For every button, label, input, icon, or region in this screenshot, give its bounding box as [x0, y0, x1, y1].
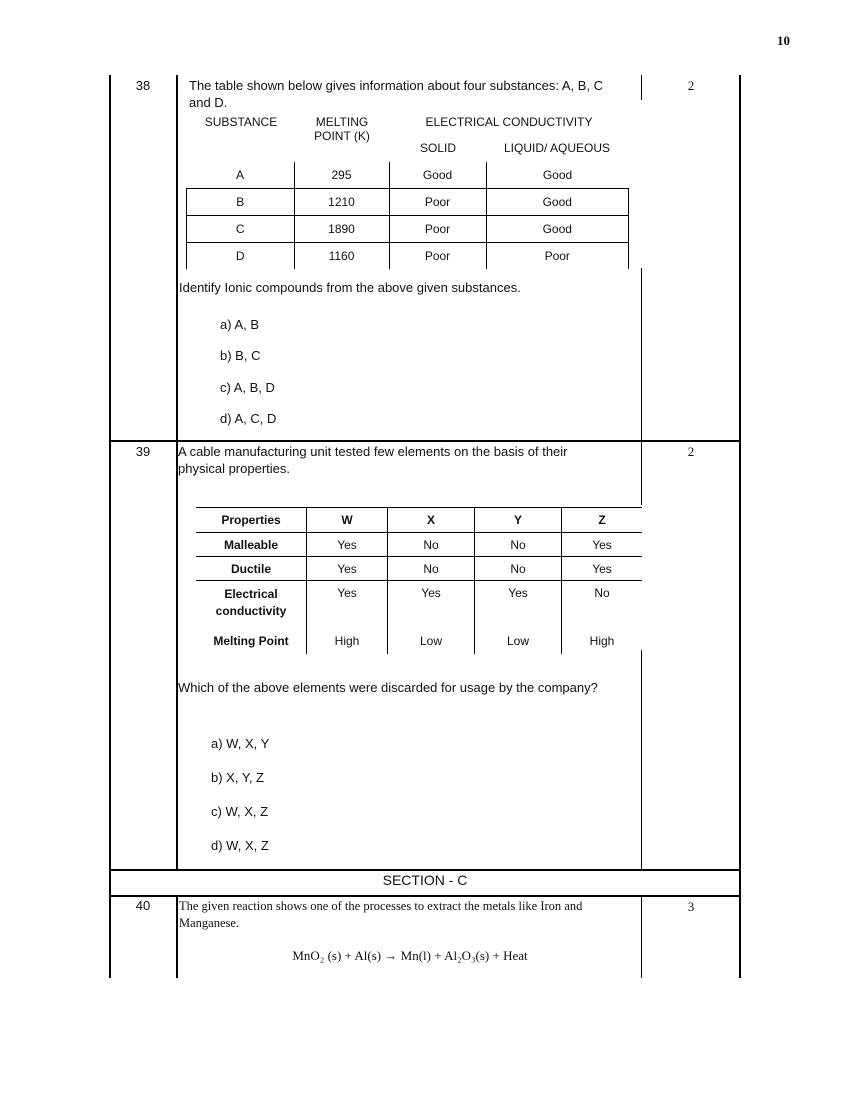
q39-option-a[interactable]: a) W, X, Y [211, 736, 270, 751]
cell-property: Ductile [196, 557, 307, 581]
cell-property: Melting Point [196, 628, 307, 654]
table-row [187, 243, 629, 270]
cell-substance: C [187, 216, 295, 243]
cell-melting: 295 [331, 168, 352, 182]
cell-liquid: Good [486, 189, 629, 216]
q38-option-d[interactable]: d) A, C, D [220, 411, 277, 426]
cell-w: Yes [307, 533, 388, 557]
q39-properties-table [196, 507, 642, 654]
q38-header-liquid: LIQUID/ AQUEOUS [503, 141, 611, 155]
section-title: SECTION - C [382, 872, 468, 888]
cell-solid: Poor [389, 189, 486, 216]
cell-solid: Poor [389, 216, 486, 243]
question-40-intro-line2: Manganese. [179, 916, 240, 930]
q38-option-c[interactable]: c) A, B, D [220, 380, 275, 395]
cell-y: No [475, 533, 562, 557]
question-40-intro-line1: The given reaction shows one of the processes to extract the metals like Iron and [179, 899, 583, 913]
cell-x: Low [388, 628, 475, 654]
header-properties: Properties [196, 508, 307, 533]
table-row [196, 533, 642, 557]
q38-header-conductivity: ELECTRICAL CONDUCTIVITY [425, 115, 593, 129]
cell-liquid: Good [542, 168, 573, 182]
cell-melting: 1890 [294, 216, 389, 243]
cell-substance: B [187, 189, 295, 216]
frame-qnum-divider-bottom [176, 897, 178, 978]
cell-w: Yes [307, 557, 388, 581]
row-divider-38-39 [109, 440, 741, 442]
cell-melting: 1160 [294, 243, 389, 270]
cell-w: Yes [307, 581, 388, 629]
marks-39: 2 [687, 444, 695, 459]
cell-w: High [307, 628, 388, 654]
section-bottom-border [109, 895, 741, 897]
marks-40: 3 [687, 899, 695, 914]
q38-option-a[interactable]: a) A, B [220, 317, 260, 332]
header-z: Z [562, 508, 643, 533]
q38-header-substance: SUBSTANCE [204, 115, 278, 129]
cell-z: No [562, 581, 643, 629]
cell-x: No [388, 557, 475, 581]
cell-liquid: Poor [486, 243, 629, 270]
frame-marks-divider-1 [641, 75, 642, 100]
question-38-prompt: Identify Ionic compounds from the above given substances. [179, 280, 521, 295]
question-39-intro [178, 443, 638, 477]
cell-substance: A [187, 162, 295, 189]
table-row [187, 189, 629, 216]
question-39-intro-line1: A cable manufacturing unit tested few elements on the basis of their [178, 444, 568, 459]
page-number: 10 [777, 33, 790, 48]
question-number-38: 38 [135, 78, 151, 93]
frame-marks-divider-2 [641, 268, 642, 440]
question-39-prompt: Which of the above elements were discarded for usage by the company? [178, 680, 598, 695]
q38-header-solid: SOLID [419, 141, 456, 155]
q38-substance-table [186, 162, 629, 269]
frame-left-border [109, 75, 111, 978]
header-x: X [388, 508, 475, 533]
cell-x: Yes [388, 581, 475, 629]
question-38-intro-line1: The table shown below gives information about four substances: A, B, C [189, 78, 604, 93]
question-number-40: 40 [135, 898, 151, 913]
cell-melting: 1210 [294, 189, 389, 216]
question-number-39: 39 [135, 444, 151, 459]
cell-z: Yes [562, 533, 643, 557]
question-38-intro-line2: and D. [189, 95, 228, 110]
q38-option-b[interactable]: b) B, C [220, 348, 261, 363]
question-40-intro [179, 898, 639, 932]
cell-property [196, 581, 307, 629]
q39-option-b[interactable]: b) X, Y, Z [211, 770, 264, 785]
cell-solid: Good [389, 162, 486, 189]
table-row [196, 628, 642, 654]
frame-right-border [739, 75, 741, 978]
q39-option-d[interactable]: d) W, X, Z [211, 838, 269, 853]
cell-solid: Poor [389, 243, 486, 270]
cell-liquid: Good [486, 216, 629, 243]
table-row [187, 216, 629, 243]
q38-header-melting-line2: POINT (K) [314, 129, 370, 143]
table-row [187, 162, 629, 189]
cell-substance: D [187, 243, 295, 270]
question-39-intro-line2: physical properties. [178, 461, 290, 476]
header-y: Y [475, 508, 562, 533]
q39-option-c[interactable]: c) W, X, Z [211, 804, 269, 819]
q38-header-melting-line1: MELTING [315, 115, 369, 129]
section-top-border [109, 869, 741, 871]
reaction-equation: MnO₂ (s) + Al(s) → Mn(l) + Al₂O₃(s) + Heat [292, 948, 528, 963]
table-row [196, 581, 642, 629]
cell-y: Yes [475, 581, 562, 629]
cell-y: Low [475, 628, 562, 654]
cell-z: High [589, 634, 615, 648]
cell-x: No [388, 533, 475, 557]
cell-y: No [475, 557, 562, 581]
table-row [196, 508, 642, 533]
question-38-intro [189, 77, 639, 110]
cell-z: Yes [562, 557, 643, 581]
frame-marks-divider-4 [641, 650, 642, 870]
cell-property: Malleable [196, 533, 307, 557]
frame-marks-divider-5 [641, 897, 642, 978]
cell-property-line2: conductivity [215, 604, 287, 618]
q38-header-melting [295, 115, 389, 143]
frame-marks-divider-3 [641, 441, 642, 505]
header-w: W [307, 508, 388, 533]
marks-38: 2 [687, 78, 695, 93]
cell-property-line1: Electrical [224, 587, 278, 601]
table-row [196, 557, 642, 581]
